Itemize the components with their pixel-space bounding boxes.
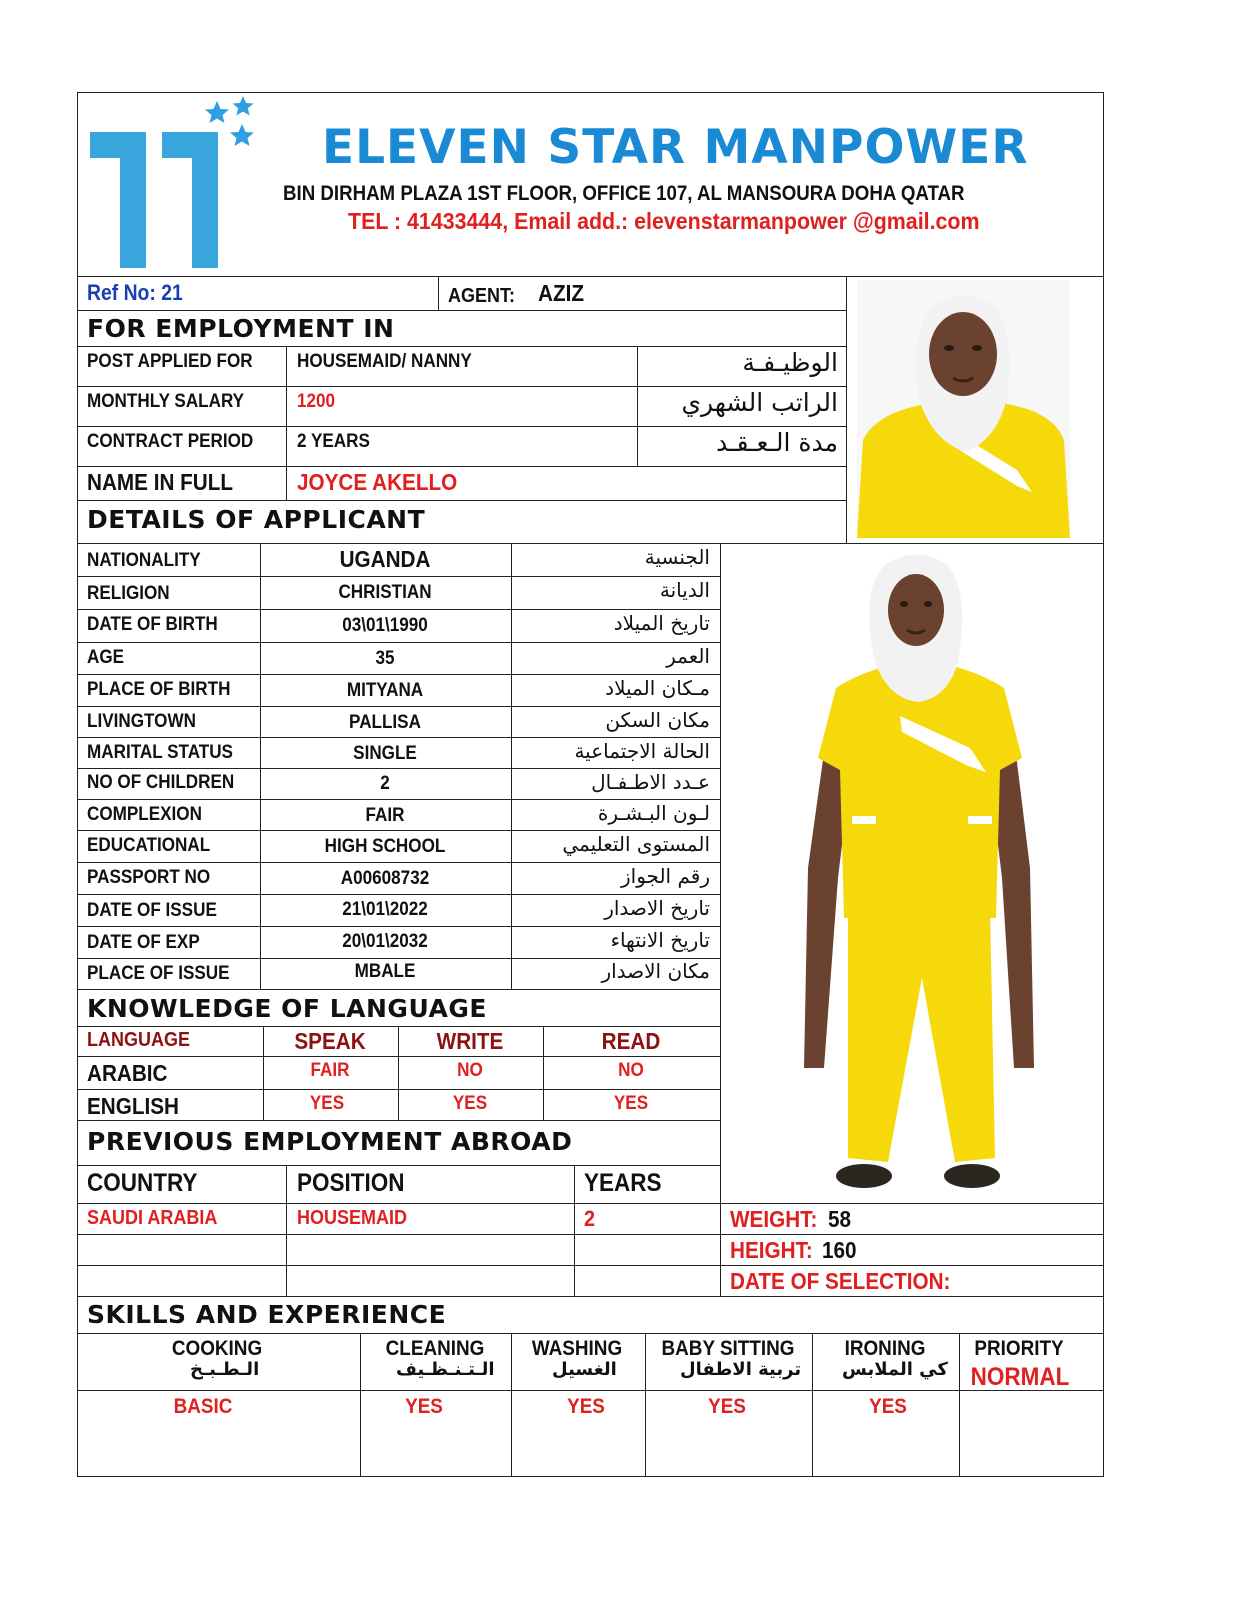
- skill-washing-arabic: الغسيل: [552, 1359, 617, 1380]
- company-address: BIN DIRHAM PLAZA 1ST FLOOR, OFFICE 107, AL MANSOURA DOHA QATAR: [283, 182, 965, 205]
- details-arabic-issue-date: تاريخ الاصدار: [604, 896, 710, 920]
- details-value-nationality: UGANDA: [339, 546, 431, 572]
- employment-title: FOR EMPLOYMENT IN: [87, 314, 395, 343]
- details-label-education: EDUCATIONAL: [87, 835, 211, 856]
- skill-cleaning-arabic: الـتـنـظـيف: [396, 1359, 495, 1380]
- language-header-read: READ: [601, 1028, 661, 1054]
- details-arabic-expiry-date: تاريخ الانتهاء: [610, 928, 710, 952]
- skill-cooking-value: BASIC: [173, 1395, 233, 1418]
- details-label-expiry-date: DATE OF EXP: [87, 932, 200, 953]
- previous-title: PREVIOUS EMPLOYMENT ABROAD: [87, 1127, 573, 1156]
- company-logo: [86, 96, 266, 274]
- details-arabic-pob: مـكان الميلاد: [605, 676, 710, 700]
- skill-ironing-value: YES: [869, 1395, 907, 1418]
- height-value: 160: [822, 1237, 857, 1263]
- details-label-passport: PASSPORT NO: [87, 867, 211, 888]
- logo-graphic: [86, 96, 266, 274]
- post-arabic: الوظيـفـة: [742, 348, 838, 377]
- previous-years: 2: [584, 1206, 596, 1231]
- weight-value: 58: [828, 1206, 852, 1232]
- details-arabic-age: العمر: [666, 644, 710, 668]
- contract-value: 2 YEARS: [297, 431, 370, 452]
- details-value-livingtown: PALLISA: [349, 712, 421, 733]
- skill-cleaning-value: YES: [405, 1395, 443, 1418]
- post-label: POST APPLIED FOR: [87, 351, 253, 372]
- language-header-language: LANGUAGE: [87, 1029, 191, 1051]
- details-value-issue-place: MBALE: [354, 961, 416, 982]
- details-label-marital: MARITAL STATUS: [87, 742, 233, 763]
- skill-babysitting-value: YES: [708, 1395, 746, 1418]
- details-label-nationality: NATIONALITY: [87, 550, 201, 571]
- ref-number: Ref No: 21: [87, 280, 183, 305]
- details-label-dob: DATE OF BIRTH: [87, 614, 218, 635]
- details-value-passport: A00608732: [340, 868, 430, 889]
- agent-label: AGENT:: [448, 285, 516, 307]
- details-arabic-issue-place: مكان الاصدار: [601, 959, 710, 983]
- star-icon: [230, 124, 254, 146]
- previous-position: HOUSEMAID: [297, 1207, 408, 1229]
- salary-label: MONTHLY SALARY: [87, 391, 245, 412]
- post-value: HOUSEMAID/ NANNY: [297, 351, 472, 372]
- priority-label: PRIORITY: [974, 1337, 1064, 1360]
- details-arabic-passport: رقم الجواز: [621, 864, 710, 888]
- weight-label: WEIGHT:: [730, 1206, 818, 1232]
- details-value-children: 2: [380, 773, 390, 794]
- previous-header-country: COUNTRY: [87, 1169, 198, 1197]
- name-label: NAME IN FULL: [87, 469, 234, 495]
- details-arabic-religion: الديانة: [659, 578, 710, 602]
- height-label: HEIGHT:: [730, 1237, 813, 1263]
- priority-value: NORMAL: [970, 1363, 1070, 1391]
- details-label-age: AGE: [87, 647, 125, 668]
- language-english-speak: YES: [309, 1093, 345, 1114]
- salary-value: 1200: [297, 391, 336, 412]
- language-row-arabic: ARABIC: [87, 1060, 168, 1086]
- skill-ironing-label: IRONING: [844, 1337, 926, 1360]
- details-value-expiry-date: 20\01\2032: [342, 931, 428, 952]
- name-value: JOYCE AKELLO: [297, 469, 458, 495]
- agent-value: AZIZ: [538, 280, 584, 306]
- contract-label: CONTRACT PERIOD: [87, 431, 254, 452]
- details-label-religion: RELIGION: [87, 583, 170, 604]
- language-header-speak: SPEAK: [294, 1028, 366, 1054]
- skill-cleaning-label: CLEANING: [385, 1337, 485, 1360]
- previous-header-position: POSITION: [297, 1169, 405, 1197]
- language-english-write: YES: [452, 1093, 488, 1114]
- details-value-marital: SINGLE: [353, 743, 417, 764]
- previous-country: SAUDI ARABIA: [87, 1207, 218, 1229]
- details-value-issue-date: 21\01\2022: [342, 899, 428, 920]
- previous-header-years: YEARS: [584, 1169, 662, 1197]
- skill-babysitting-label: BABY SITTING: [661, 1337, 795, 1360]
- applicant-fullbody-photo: [790, 548, 1050, 1198]
- company-name: ELEVEN STAR MANPOWER: [322, 120, 1029, 175]
- details-arabic-livingtown: مكان السكن: [605, 708, 710, 732]
- details-value-pob: MITYANA: [346, 680, 424, 701]
- language-arabic-write: NO: [457, 1060, 483, 1081]
- language-title: KNOWLEDGE OF LANGUAGE: [87, 994, 487, 1023]
- language-row-english: ENGLISH: [87, 1093, 180, 1119]
- details-value-education: HIGH SCHOOL: [324, 836, 446, 857]
- details-arabic-marital: الحالة الاجتماعية: [574, 739, 710, 763]
- details-arabic-children: عـدد الاطـفـال: [591, 770, 710, 794]
- star-icon: [233, 96, 254, 116]
- salary-arabic: الراتب الشهري: [681, 388, 838, 417]
- skill-cooking-arabic: الـطـبـخ: [190, 1359, 260, 1380]
- skill-washing-value: YES: [567, 1395, 605, 1418]
- skill-washing-label: WASHING: [531, 1337, 623, 1360]
- details-label-complexion: COMPLEXION: [87, 804, 202, 825]
- language-header-write: WRITE: [436, 1028, 504, 1054]
- skill-ironing-arabic: كي الملابس: [842, 1359, 948, 1380]
- language-arabic-read: NO: [618, 1060, 644, 1081]
- details-value-religion: CHRISTIAN: [338, 582, 432, 603]
- details-value-complexion: FAIR: [365, 805, 405, 826]
- details-label-issue-date: DATE OF ISSUE: [87, 900, 217, 921]
- details-arabic-nationality: الجنسية: [644, 545, 710, 569]
- details-arabic-complexion: لـون البـشـرة: [597, 801, 710, 825]
- details-label-pob: PLACE OF BIRTH: [87, 679, 231, 700]
- company-contact: TEL : 41433444, Email add.: elevenstarmanpower @gmail.com: [348, 208, 980, 234]
- applicant-portrait-photo: [857, 280, 1070, 538]
- star-icon: [205, 101, 229, 123]
- details-arabic-dob: تاريخ الميلاد: [613, 611, 710, 635]
- details-arabic-education: المستوى التعليمي: [562, 832, 710, 856]
- details-label-livingtown: LIVINGTOWN: [87, 711, 196, 732]
- details-label-children: NO OF CHILDREN: [87, 772, 235, 793]
- skill-babysitting-arabic: تربية الاطفال: [680, 1359, 802, 1380]
- language-arabic-speak: FAIR: [310, 1060, 350, 1081]
- details-value-dob: 03\01\1990: [342, 615, 428, 636]
- details-label-issue-place: PLACE OF ISSUE: [87, 963, 230, 984]
- selection-date-label: DATE OF SELECTION:: [730, 1268, 951, 1294]
- language-english-read: YES: [613, 1093, 649, 1114]
- details-title: DETAILS OF APPLICANT: [87, 505, 426, 534]
- skills-title: SKILLS AND EXPERIENCE: [87, 1300, 447, 1329]
- details-value-age: 35: [375, 648, 395, 669]
- contract-arabic: مدة الـعـقـد: [716, 428, 838, 457]
- skill-cooking-label: COOKING: [171, 1337, 263, 1360]
